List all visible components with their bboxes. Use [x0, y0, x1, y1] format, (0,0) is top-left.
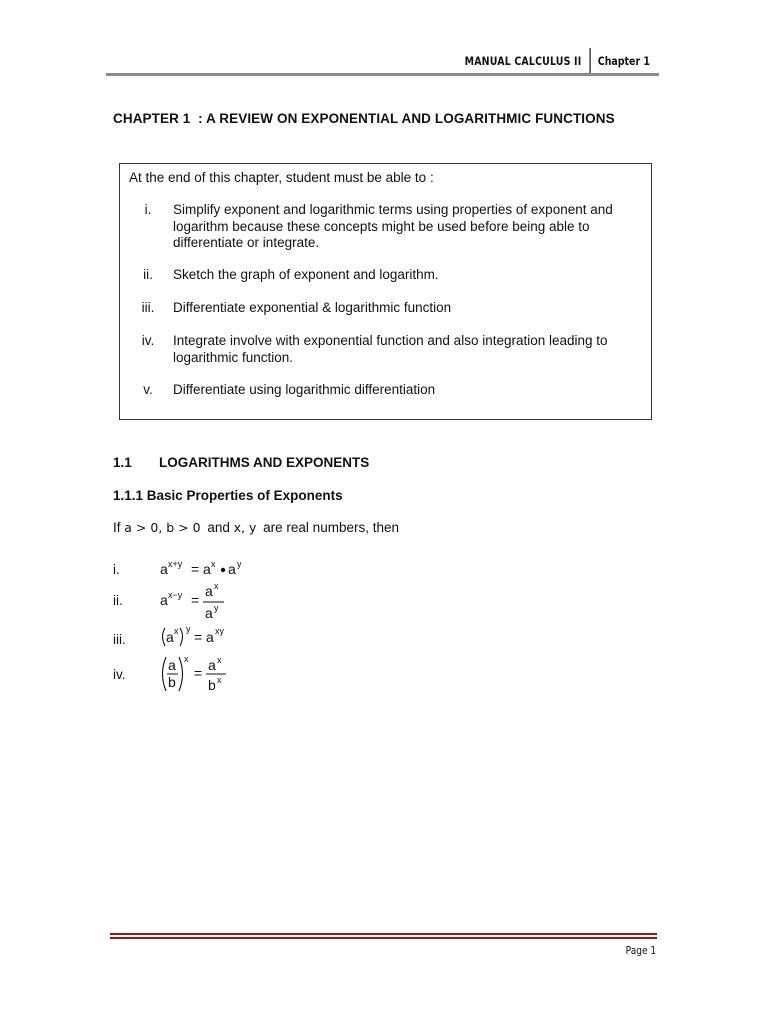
- svg-text:x−y: x−y: [168, 590, 183, 600]
- svg-text:a: a: [206, 629, 214, 645]
- svg-text:=: =: [191, 561, 200, 577]
- svg-text:x: x: [217, 675, 222, 685]
- rule-number: iv.: [113, 667, 126, 682]
- svg-text:y: y: [214, 603, 219, 613]
- svg-text:xy: xy: [215, 626, 224, 636]
- header-rule: [106, 73, 659, 76]
- condition-variables: x, y: [233, 520, 257, 535]
- svg-text:=: =: [194, 629, 203, 645]
- svg-text:x: x: [184, 654, 189, 664]
- formula-fraction-power-rule: [160, 654, 250, 696]
- objective-text: Differentiate exponential & logarithmic function: [173, 300, 452, 315]
- condition-suffix: are real numbers, then: [263, 520, 399, 535]
- chapter-title: CHAPTER 1 : A REVIEW ON EXPONENTIAL AND LOGARITHMIC FUNCTIONS: [113, 111, 615, 126]
- header-separator: [590, 48, 592, 74]
- rule-number: ii.: [113, 593, 123, 608]
- objective-number: v.: [143, 382, 153, 397]
- formula-quotient-rule: [160, 581, 250, 623]
- svg-text:x: x: [211, 559, 216, 569]
- formula-power-rule: [160, 622, 250, 652]
- objective-text: Differentiate using logarithmic differentiation: [173, 382, 436, 397]
- section-heading: [113, 455, 369, 470]
- condition-prefix: If: [113, 520, 121, 535]
- svg-text:x: x: [214, 581, 219, 591]
- section-number: 1.1: [113, 455, 132, 470]
- svg-text:a: a: [205, 583, 213, 599]
- svg-text:a: a: [166, 629, 174, 645]
- condition-inequalities: a > 0, b > 0: [124, 520, 201, 535]
- objective-number: iii.: [141, 300, 155, 315]
- svg-text:x+y: x+y: [168, 559, 183, 569]
- svg-text:a: a: [205, 605, 213, 621]
- objectives-intro: At the end of this chapter, student must be able to :: [129, 170, 434, 185]
- section-title: LOGARITHMS AND EXPONENTS: [159, 455, 370, 470]
- svg-text:a: a: [160, 561, 168, 577]
- svg-text:b: b: [168, 674, 176, 690]
- objective-text: Simplify exponent and logarithmic terms using properties of exponent and logarithm because these concepts might be used before being able to differentiate or integrate.: [173, 202, 613, 250]
- page-number: Page 1: [625, 944, 656, 957]
- rule-number: iii.: [113, 632, 126, 647]
- svg-text:a: a: [228, 561, 236, 577]
- objectives-box: [119, 163, 652, 420]
- svg-text:y: y: [186, 624, 191, 634]
- subsection-heading: 1.1.1 Basic Properties of Exponents: [113, 488, 343, 503]
- svg-text:a: a: [168, 657, 176, 673]
- objective-number: ii.: [143, 267, 153, 282]
- objective-text: Sketch the graph of exponent and logarithm.: [173, 267, 439, 282]
- objective-text: Integrate involve with exponential function and also integration leading to logarithmic function.: [173, 333, 608, 365]
- svg-text:y: y: [237, 559, 242, 569]
- condition-sentence: [113, 520, 399, 535]
- svg-text:=: =: [194, 665, 203, 681]
- svg-text:=: =: [191, 592, 200, 608]
- svg-text:a: a: [208, 657, 216, 673]
- svg-text:a: a: [203, 561, 211, 577]
- svg-text:x: x: [217, 655, 222, 665]
- course-title: MANUAL CALCULUS II: [464, 54, 582, 68]
- objective-number: i.: [144, 202, 152, 217]
- svg-text:a: a: [160, 592, 168, 608]
- footer-rule: [110, 937, 657, 939]
- formula-product-rule: [160, 556, 270, 580]
- running-header: [465, 48, 650, 74]
- svg-text:x: x: [174, 626, 179, 636]
- footer-rule: [110, 933, 657, 935]
- chapter-label: Chapter 1: [597, 54, 650, 68]
- condition-and: and: [207, 520, 230, 535]
- rule-number: i.: [113, 562, 120, 577]
- objective-number: iv.: [141, 333, 155, 348]
- svg-text:b: b: [208, 677, 216, 693]
